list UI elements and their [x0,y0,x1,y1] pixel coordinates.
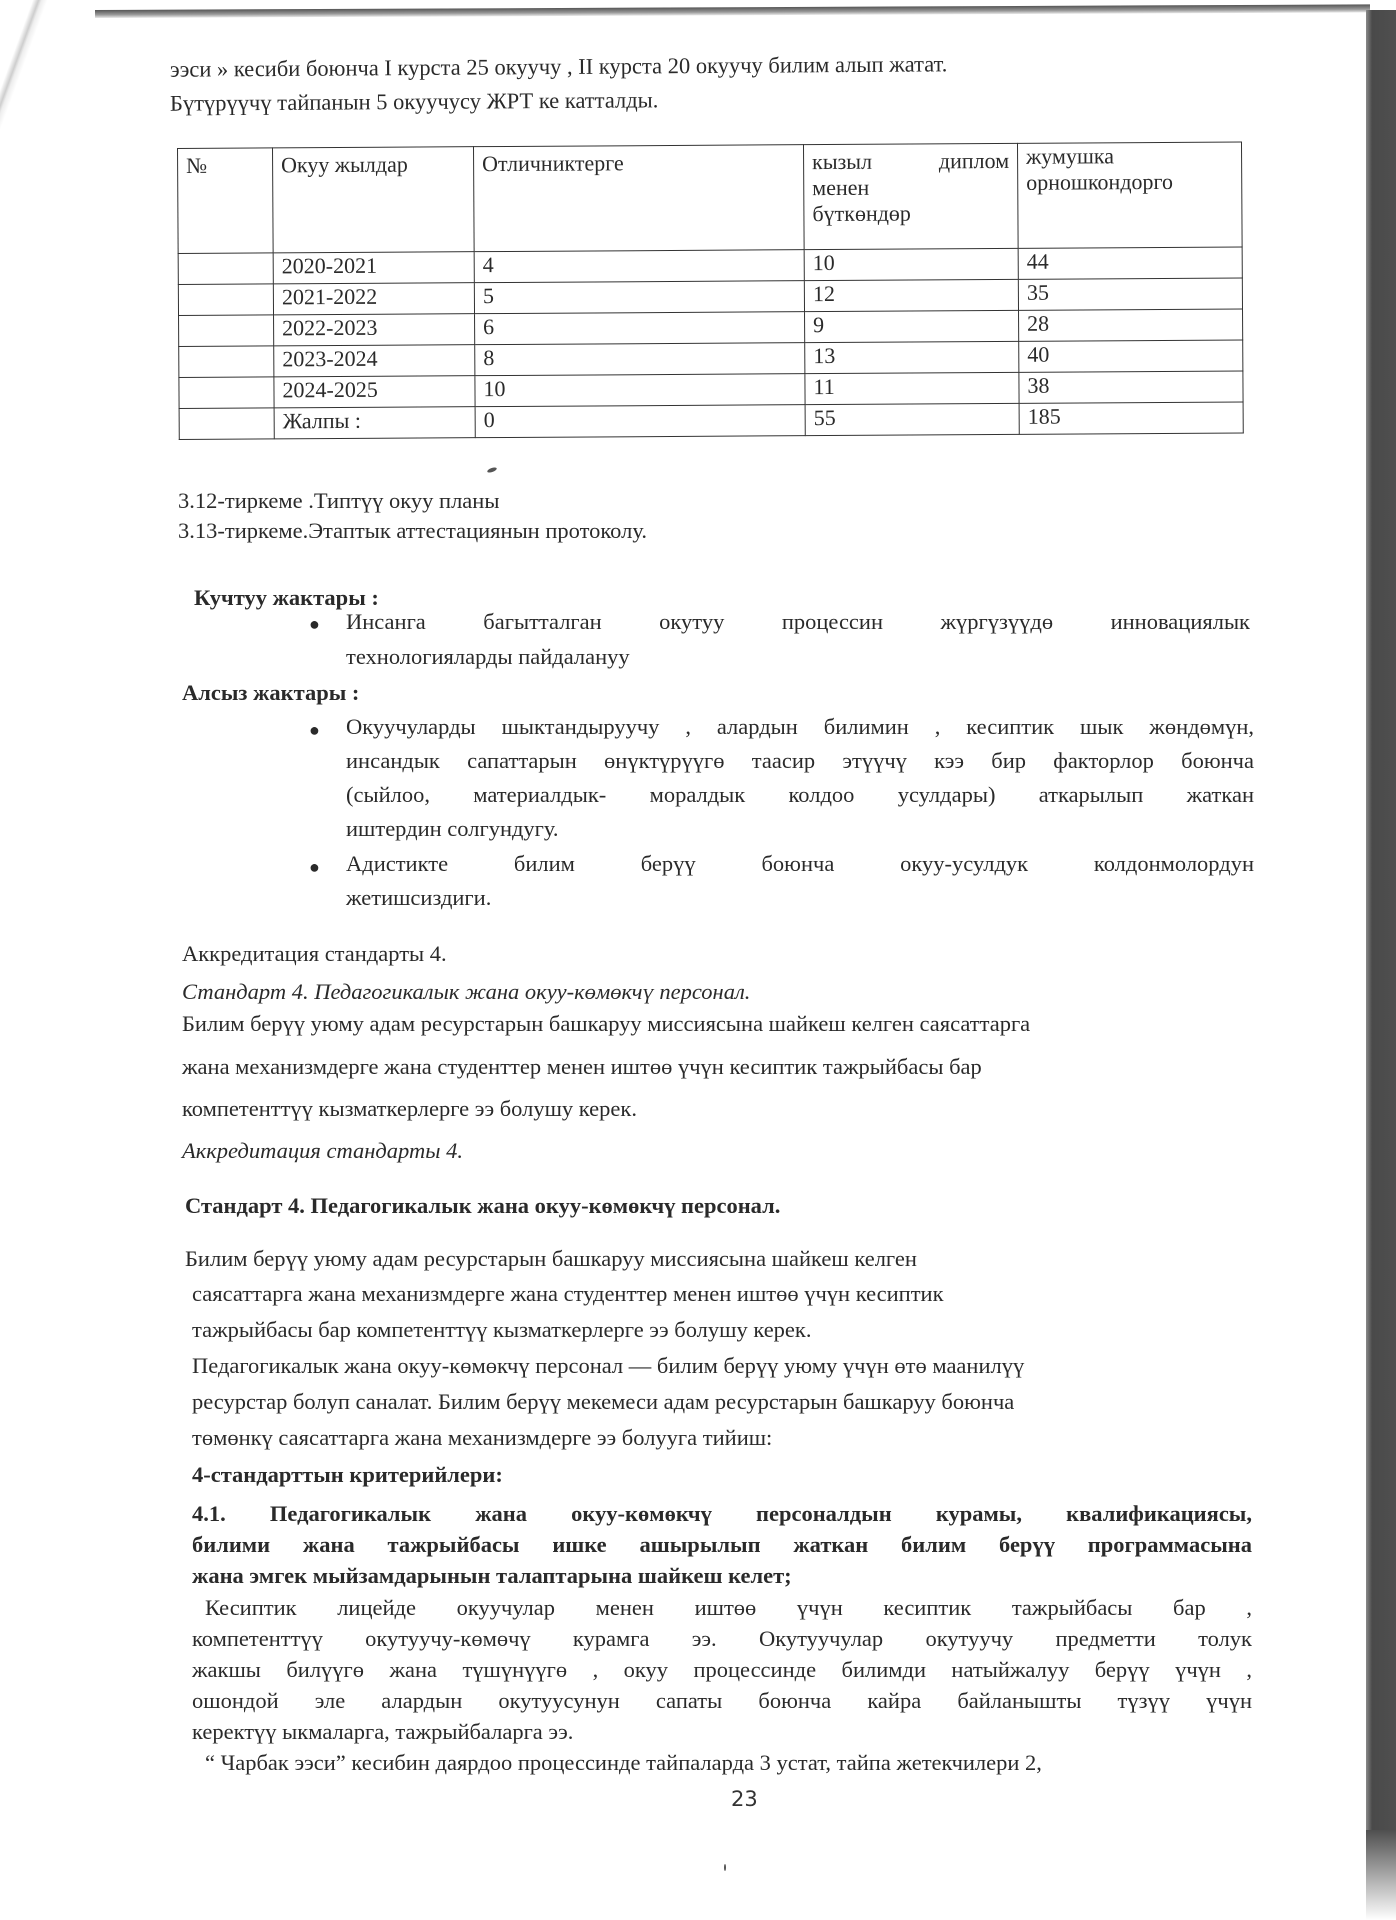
strength-item-1-line1: Инсанга багытталган окутуу процессин жүргүзүүдө инновациялык [346,609,1250,634]
weakness-item-1-line1: Окуучуларды шыктандыруучу , алардын билимин , кесиптик шык жөндөмүн, [346,714,1254,739]
appendix-3-13: 3.13-тиркеме.Этаптык аттестациянын протоколу. [178,518,647,543]
weakness-item-1-line3: (сыйлоо, материалдык- моралдык колдоо усулдары) аткарылып жаткан [346,782,1254,807]
page-number: 23 [731,1787,758,1811]
scan-speck [487,466,498,473]
cell-years: Жалпы : [274,407,475,439]
header-num: № [178,148,274,254]
table-header-row [178,142,1243,253]
appendix-3-12: 3.12-тиркеме .Типтүү окуу планы [178,488,500,513]
accreditation-label: Аккредитация стандарты 4. [182,941,447,966]
criteria-heading: 4-стандарттын критерийлери: [192,1462,503,1487]
cell-num [179,315,274,347]
standard-para-line5: ресурстар болуп саналат. Билим берүү мекемеси адам ресурстарын башкаруу боюнча [192,1389,1015,1414]
weaknesses-heading: Алсыз жактары : [182,680,360,705]
cell-excellent: 10 [475,374,805,407]
header-excellent: Отличниктерге [473,145,804,252]
cell-num [179,346,274,378]
body-line2: компетенттүү окутуучу-көмөчү курамга ээ. Окутуучулар окутуучу предметти толук [192,1626,1252,1651]
body-line3: жакшы билүүгө жана түшүнүүгө , окуу процессинде билимди натыйжалуу берүү үчүн , [192,1657,1252,1682]
standard-desc-line1: Билим берүү уюму адам ресурстарын башкаруу миссиясына шайкеш келген саясаттарга [182,1011,1031,1036]
header-red-diploma-line1: кызыл диплом [812,147,1010,175]
header-employed-line2: орношкондорго [1026,168,1174,195]
bullet-icon: ● [309,614,320,634]
criterion-4-1-line3: жана эмгек мыйзамдарынын талаптарына шайкеш келет; [192,1563,792,1588]
cell-employed: 185 [1019,402,1243,434]
cell-excellent: 4 [474,250,804,283]
header-red-diploma-line2: менен [812,174,870,201]
criterion-4-1-line1: 4.1. Педагогикалык жана окуу-көмөкчү персоналдын курамы, квалификациясы, [192,1501,1252,1526]
bullet-icon: ● [309,720,320,740]
cell-employed: 38 [1019,371,1243,403]
weakness-item-2-line1: Адистикте билим берүү боюнча окуу-усулдук колдонмолордун [346,851,1254,876]
table-total-row [179,402,1243,439]
header-red-diploma [803,143,1018,249]
standard-para-line2: саясаттарга жана механизмдерге жана студенттер менен иштөө үчүн кесиптик [192,1281,944,1306]
standard-para-line4: Педагогикалык жана окуу-көмөкчү персонал — билим берүү уюму үчүн өтө маанилүү [192,1353,1025,1378]
standard-para-line3: тажрыйбасы бар компетенттүү кызматкерлерге ээ болушу керек. [192,1317,812,1342]
cell-employed: 28 [1019,309,1243,341]
cell-years: 2021-2022 [273,283,474,315]
cell-red-diploma: 11 [805,372,1019,404]
standard-desc-line2: жана механизмдерге жана студенттер менен иштөө үчүн кесиптик тажрыйбасы бар [182,1054,982,1079]
cell-years: 2022-2023 [274,314,475,346]
standard-para-line6: төмөнкү саясаттарга жана механизмдерге ээ болууга тийиш: [192,1425,773,1450]
cell-red-diploma: 9 [805,310,1019,342]
cell-excellent: 0 [475,405,805,438]
cell-excellent: 6 [475,312,805,345]
criterion-4-1-line2: билими жана тажрыйбасы ишке ашырылып жаткан билим берүү программасына [192,1532,1252,1557]
standard-title-bold: Стандарт 4. Педагогикалык жана окуу-көмөкчү персонал. [185,1193,781,1218]
strengths-heading: Кучтуу жактары : [194,585,379,610]
cell-years: 2024-2025 [274,376,475,408]
body-line6: “ Чарбак ээси” кесибин даярдоо процессинде тайпаларда 3 устат, тайпа жетекчилери 2, [205,1750,1042,1775]
cell-num [179,408,274,440]
accreditation-label-italic: Аккредитация стандарты 4. [182,1138,463,1163]
cell-red-diploma: 55 [805,403,1019,435]
strength-item-1-line2: технологияларды пайдалануу [346,644,630,669]
cell-employed: 40 [1019,340,1243,372]
header-employed [1017,142,1242,248]
cell-excellent: 5 [474,281,804,314]
body-line1: Кесиптик лицейде окуучулар менен иштөө үчүн кесиптик тажрыйбасы бар , [205,1595,1252,1620]
header-years: Окуу жылдар [273,147,475,253]
body-line5: керектүү ыкмаларга, тажрыйбаларга ээ. [192,1719,574,1744]
cell-num [179,377,274,409]
standard-title-italic: Стандарт 4. Педагогикалык жана окуу-көмөкчү персонал. [182,979,751,1004]
cell-num [178,284,273,316]
header-red-diploma-line3: бүткөндөр [812,200,911,227]
cell-employed: 35 [1018,278,1242,310]
cell-employed: 44 [1018,247,1242,279]
intro-line-2: Бүтүрүүчү тайпанын 5 окуучусу ЖРТ ке катталды. [169,87,659,116]
cell-red-diploma: 10 [804,248,1018,280]
scan-speck [724,1864,726,1871]
standard-desc-line3: компетенттүү кызматкерлерге ээ болушу керек. [182,1096,637,1121]
weakness-item-1-line4: иштердин солгундугу. [346,816,559,841]
cell-red-diploma: 13 [805,341,1019,373]
standard-para-line1: Билим берүү уюму адам ресурстарын башкаруу миссиясына шайкеш келген [185,1246,917,1271]
cell-excellent: 8 [475,343,805,376]
cell-red-diploma: 12 [804,279,1018,311]
intro-line-1: ээси » кесиби боюнча I курста 25 окуучу , II курста 20 окуучу билим алып жатат. [169,51,948,82]
body-line4: ошондой эле алардын окутуусунун сапаты боюнча кайра байланышты түзүү үчүн [192,1688,1252,1713]
weakness-item-2-line2: жетишсиздиги. [346,885,492,910]
cell-years: 2020-2021 [273,252,474,284]
cell-num [178,253,273,285]
header-employed-line1: жумушка [1025,143,1115,169]
bullet-icon: ● [309,857,320,877]
cell-years: 2023-2024 [274,345,475,377]
graduates-table [177,141,1244,440]
weakness-item-1-line2: инсандык сапаттарын өнүктүрүүгө таасир этүүчү кээ бир факторлор боюнча [346,748,1254,773]
